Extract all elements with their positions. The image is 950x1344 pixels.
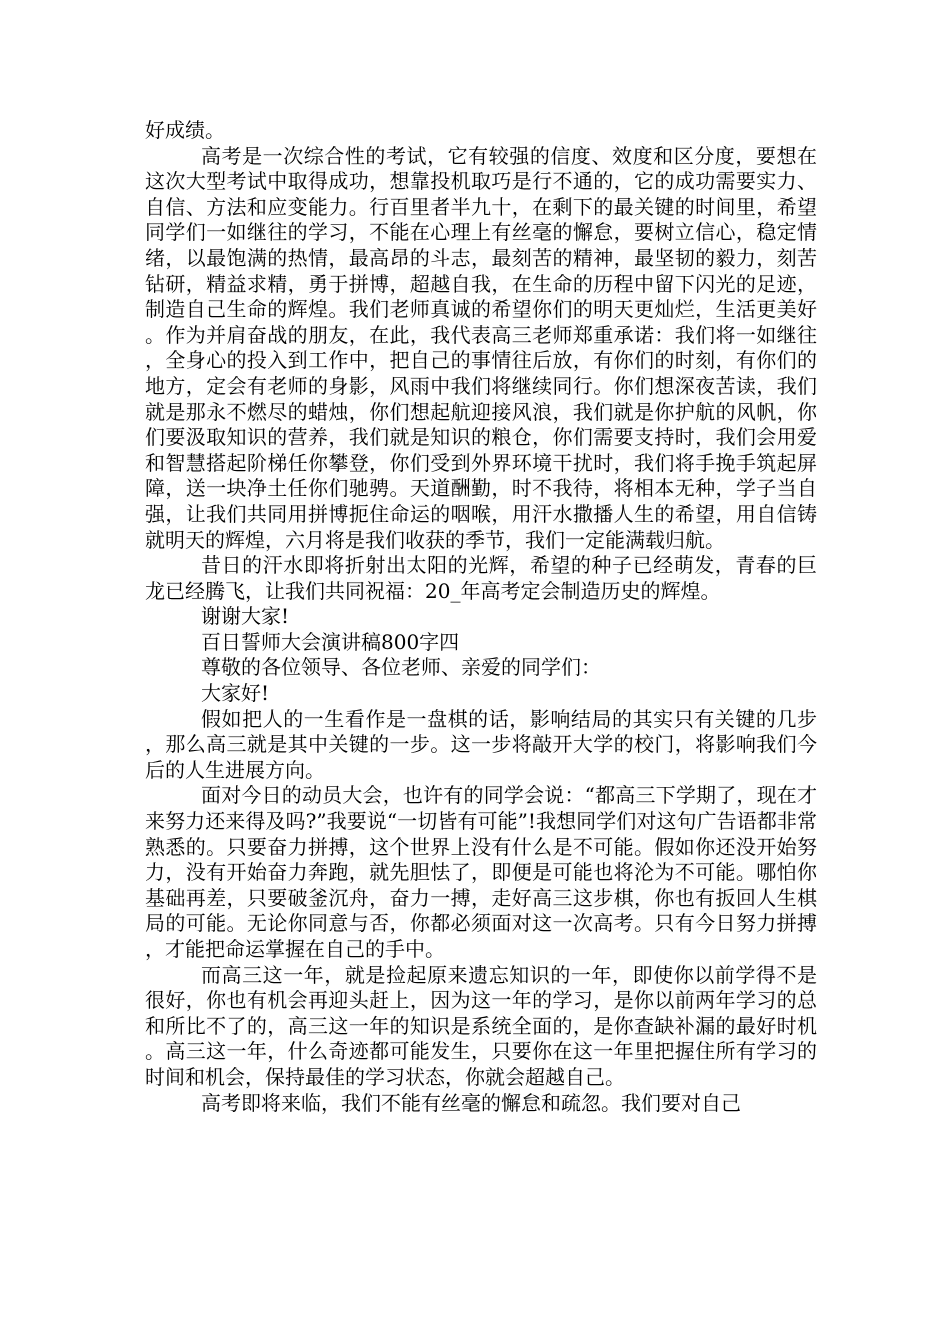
paragraph: 高考即将来临，我们不能有丝毫的懈怠和疏忽。我们要对自己 (201, 1090, 741, 1115)
greeting: 大家好! (201, 681, 270, 706)
salutation: 尊敬的各位领导、各位老师、亲爱的同学们： (201, 655, 601, 680)
paragraph: 而高三这一年，就是捡起原来遗忘知识的一年，即使你以前学得不是很好，你也有机会再迎头赶上，因为这一年的学习，是你以前两年学习的总和所比不了的，高三这一年的知识是系统全面的，是你查缺补漏的最好时机。高三这一年，什么奇迹都可能发生，只要你在这一年里把握住所有学习的时间和机会，保持最佳的学习状态，你就会超越自己。 (145, 962, 817, 1089)
paragraph: 好成绩。 (145, 118, 225, 142)
document-body (145, 118, 817, 1116)
paragraph: 昔日的汗水即将折射出太阳的光辉，希望的种子已经萌发，青春的巨龙已经腾飞，让我们共同祝福：20_年高考定会制造历史的辉煌。 (145, 553, 817, 603)
paragraph: 假如把人的一生看作是一盘棋的话，影响结局的其实只有关键的几步，那么高三就是其中关键的一步。这一步将敲开大学的校门，将影响我们今后的人生进展方向。 (145, 706, 817, 782)
paragraph: 面对今日的动员大会，也许有的同学会说：“都高三下学期了，现在才来努力还来得及吗?”我要说“一切皆有可能”!我想同学们对这句广告语都非常熟悉的。只要奋力拼搏，这个世界上没有什么是不可能。假如你还没开始努力，没有开始奋力奔跑，就先胆怯了，即便是可能也将沦为不可能。哪怕你基础再差，只要破釜沉舟，奋力一搏，走好高三这步棋，你也有扳回人生棋局的可能。无论你同意与否，你都必须面对这一次高考。只有今日努力拼搏，才能把命运掌握在自己的手中。 (145, 783, 817, 961)
paragraph: 高考是一次综合性的考试，它有较强的信度、效度和区分度，要想在这次大型考试中取得成功，想靠投机取巧是行不通的，它的成功需要实力、自信、方法和应变能力。行百里者半九十，在剩下的最关键的时间里，希望同学们一如继往的学习，不能在心理上有丝毫的懈怠，要树立信心，稳定情绪，以最饱满的热情，最高昂的斗志，最刻苦的精神，最坚韧的毅力，刻苦钻研，精益求精，勇于拼博，超越自我，在生命的历程中留下闪光的足迹，制造自己生命的辉煌。我们老师真诚的希望你们的明天更灿烂，生活更美好。作为并肩奋战的朋友，在此，我代表高三老师郑重承诺：我们将一如继往，全身心的投入到工作中，把自己的事情往后放，有你们的时刻，有你们的地方，定会有老师的身影，风雨中我们将继续同行。你们想深夜苦读，我们就是那永不燃尽的蜡烛，你们想起航迎接风浪，我们就是你护航的风帆，你们要汲取知识的营养，我们就是知识的粮仓，你们需要支持时，我们会用爱和智慧搭起阶梯任你攀登，你们受到外界环境干扰时，我们将手挽手筑起屏障，送一块净土任你们驰骋。天道酬勤，时不我待，将相本无种，学子当自强，让我们共同用拼博扼住命运的咽喉，用汗水撒播人生的希望，用自信铸就明天的辉煌，六月将是我们收获的季节，我们一定能满载归航。 (145, 143, 817, 552)
section-heading: 百日誓师大会演讲稿800字四 (201, 629, 460, 654)
paragraph: 谢谢大家! (201, 604, 290, 629)
